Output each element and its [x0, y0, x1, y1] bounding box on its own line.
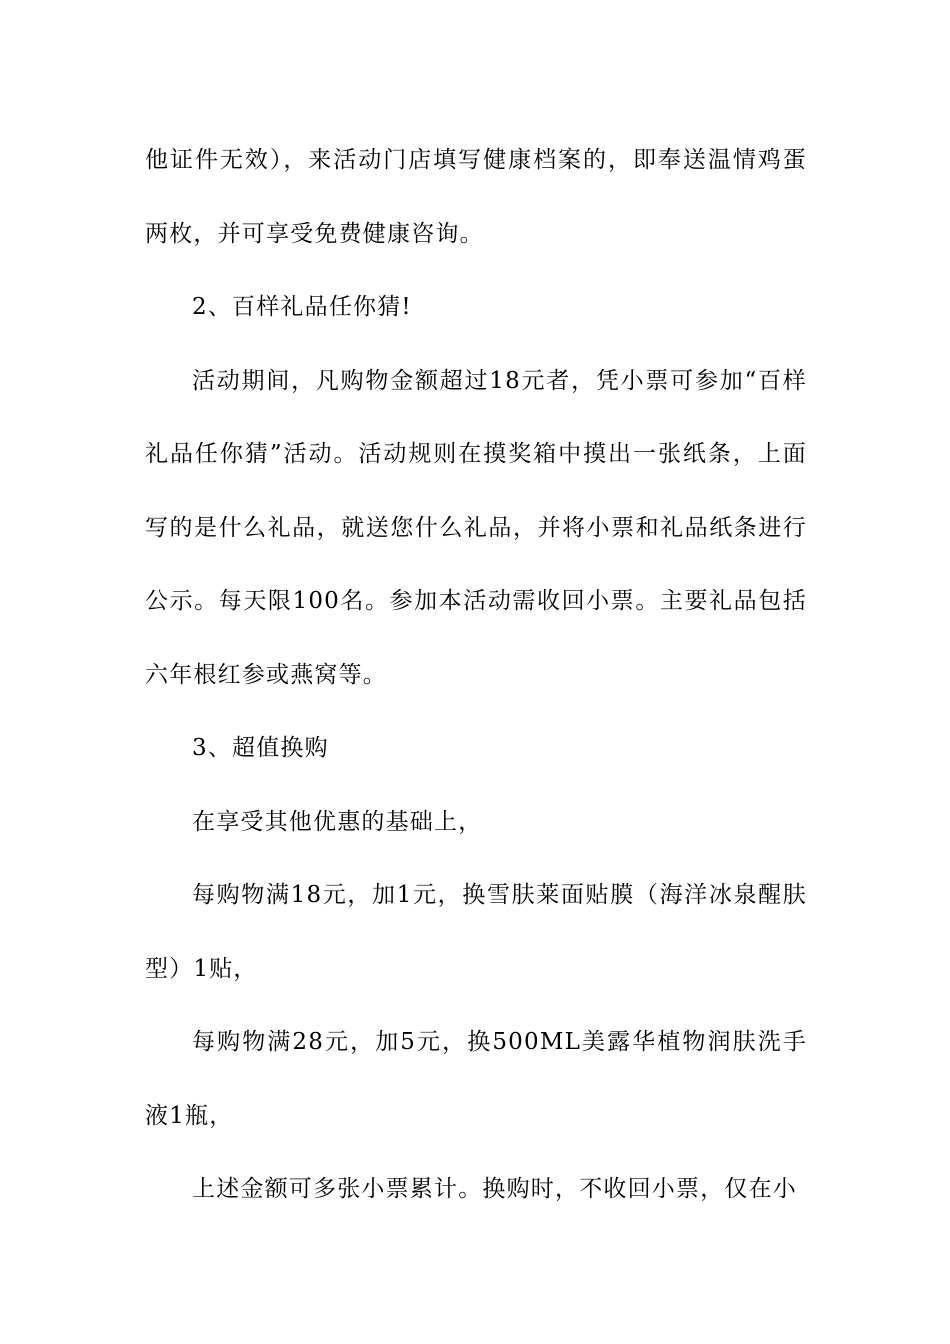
document-body [145, 124, 807, 1227]
paragraph-exchange-18: 每购物满18元，加1元，换雪肤莱面贴膜（海洋冰泉醒肤型）1贴， [145, 882, 807, 982]
paragraph-exchange-28: 每购物满28元，加5元，换500ML美露华植物润肤洗手液1瓶， [145, 1029, 807, 1129]
paragraph-gift-guess-rules: 活动期间，凡购物金额超过18元者，凭小票可参加“百样礼品任你猜”活动。活动规则在摸奖箱中摸出一张纸条，上面写的是什么礼品，就送您什么礼品，并将小票和礼品纸条进行公示。每天限100名。参加本活动需收回小票。主要礼品包括六年根红参或燕窝等。 [145, 367, 807, 688]
paragraph-exchange-intro: 在享受其他优惠的基础上， [192, 808, 483, 835]
section-heading-exchange: 3、超值换购 [192, 735, 329, 761]
paragraph-exchange-note: 上述金额可多张小票累计。换购时，不收回小票，仅在小 [192, 1176, 797, 1202]
paragraph-continuation: 他证件无效），来活动门店填写健康档案的，即奉送温情鸡蛋两枚，并可享受免费健康咨询。 [145, 147, 807, 247]
section-heading-gift-guess: 2、百样礼品任你猜! [192, 294, 412, 320]
